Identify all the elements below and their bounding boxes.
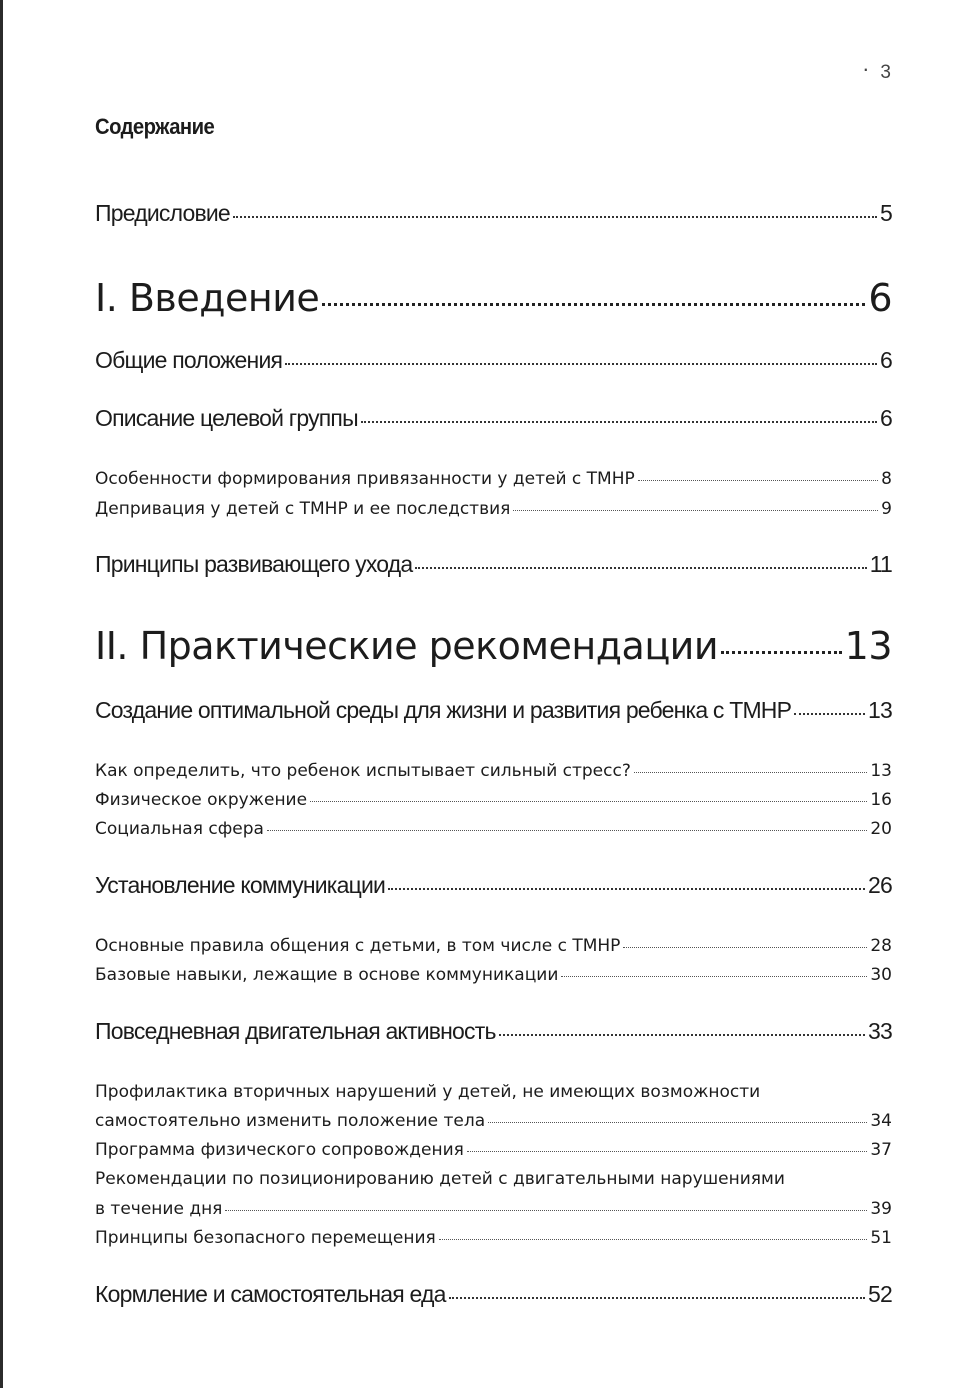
toc-entry[interactable] [95,469,892,489]
dot-leader [467,1151,867,1152]
toc-entry-title: Профилактика вторичных нарушений у детей, не имеющих возможности [95,1082,761,1102]
dot-leader [225,1210,867,1211]
toc-entry-page: 34 [870,1111,892,1131]
toc-entry-page: 5 [880,200,892,226]
toc-entry-page: 9 [881,499,892,519]
toc-entry-title: Принципы безопасного перемещения [95,1228,436,1248]
toc-entry-page: 6 [880,347,892,373]
page-edge [0,0,3,1388]
toc-entry-title: Особенности формирования привязанности у детей с ТМНР [95,469,635,489]
toc-entry-title: I. Введение [95,276,320,320]
toc-entry-title: Как определить, что ребенок испытывает сильный стресс? [95,761,631,781]
toc-entry-title: Предисловие [95,200,230,226]
page-title: Содержание [95,114,215,139]
toc-entry[interactable] [95,936,892,956]
toc-entry[interactable] [95,1199,892,1219]
toc-entry-page: 16 [870,790,892,810]
toc-entry-page: 26 [868,872,892,898]
dot-leader [233,216,877,218]
toc-entry-page: 20 [870,819,892,839]
toc-entry[interactable] [95,1140,892,1160]
dot-leader [561,976,867,977]
dot-leader [449,1297,865,1299]
dot-leader [439,1239,868,1240]
toc-entry-title: Описание целевой группы [95,405,358,431]
dot-leader [310,801,867,802]
dot-leader [285,363,877,365]
dot-leader [721,651,842,654]
dot-leader [267,830,867,831]
toc-entry-page: 51 [870,1228,892,1248]
toc-entry-page: 11 [869,551,892,577]
dot-leader [388,888,865,890]
toc-entry-title: Принципы развивающего ухода [95,551,413,577]
toc-entry-page: 28 [870,936,892,956]
toc-entry-page: 37 [870,1140,892,1160]
toc-entry-title: Создание оптимальной среды для жизни и развития ребенка с ТМНР [95,697,792,723]
toc-entry-title: II. Практические рекомендации [95,624,719,668]
toc-entry-page: 13 [870,761,892,781]
toc-entry-title: Общие положения [95,347,283,373]
dot-leader [634,772,868,773]
bullet-dot: · [862,56,871,81]
toc-entry-title: Рекомендации по позиционированию детей с двигательными нарушениями [95,1169,785,1189]
dot-leader [322,303,865,306]
toc-entry[interactable] [95,405,892,432]
dot-leader [513,510,878,511]
dot-leader [415,567,866,569]
toc-entry[interactable] [95,499,892,519]
toc-entry-page: 6 [868,276,892,320]
toc-entry-page: 39 [870,1199,892,1219]
toc-entry-page: 13 [868,697,892,723]
toc-entry[interactable] [95,761,892,781]
toc-entry[interactable] [95,819,892,839]
toc-entry[interactable] [95,1018,892,1045]
toc-entry-title: Кормление и самостоятельная еда [95,1281,446,1307]
toc-entry-page: 8 [881,469,892,489]
toc-entry-title: самостоятельно изменить положение тела [95,1111,486,1131]
toc-entry-title: Основные правила общения с детьми, в том числе с ТМНР [95,936,621,956]
toc-entry-title: в течение дня [95,1199,223,1219]
toc-entry-title: Повседневная двигательная активность [95,1018,496,1044]
toc-entry[interactable] [95,872,892,899]
toc-entry[interactable] [95,200,892,227]
toc-entry[interactable] [95,1228,892,1248]
dot-leader [499,1034,865,1036]
toc-entry-page: 6 [880,405,892,431]
toc-entry[interactable] [95,965,892,985]
toc-entry-title: Физическое окружение [95,790,308,810]
toc-entry-title: Установление коммуникации [95,872,386,898]
dot-leader [488,1122,867,1123]
toc-entry-page: 33 [868,1018,892,1044]
toc-entry[interactable] [95,790,892,810]
page-number: · 3 [862,56,892,83]
toc-entry-title: Социальная сфера [95,819,264,839]
toc-entry-page: 13 [844,624,892,668]
toc-entry[interactable] [95,347,892,374]
toc-entry[interactable] [95,551,892,578]
toc-entry-title: Программа физического сопровождения [95,1140,464,1160]
dot-leader [623,947,867,948]
dot-leader [638,480,878,481]
toc-entry[interactable] [95,1111,892,1131]
toc-entry[interactable] [95,276,892,320]
toc-entry[interactable] [95,697,892,724]
toc-entry-page: 30 [870,965,892,985]
dot-leader [794,713,865,715]
dot-leader [361,421,877,423]
toc-entry[interactable] [95,624,892,668]
toc-entry[interactable] [95,1281,892,1308]
toc-entry-page: 52 [868,1281,892,1307]
toc-entry-title: Депривация у детей с ТМНР и ее последствия [95,499,511,519]
toc-entry-title: Базовые навыки, лежащие в основе коммуникации [95,965,559,985]
